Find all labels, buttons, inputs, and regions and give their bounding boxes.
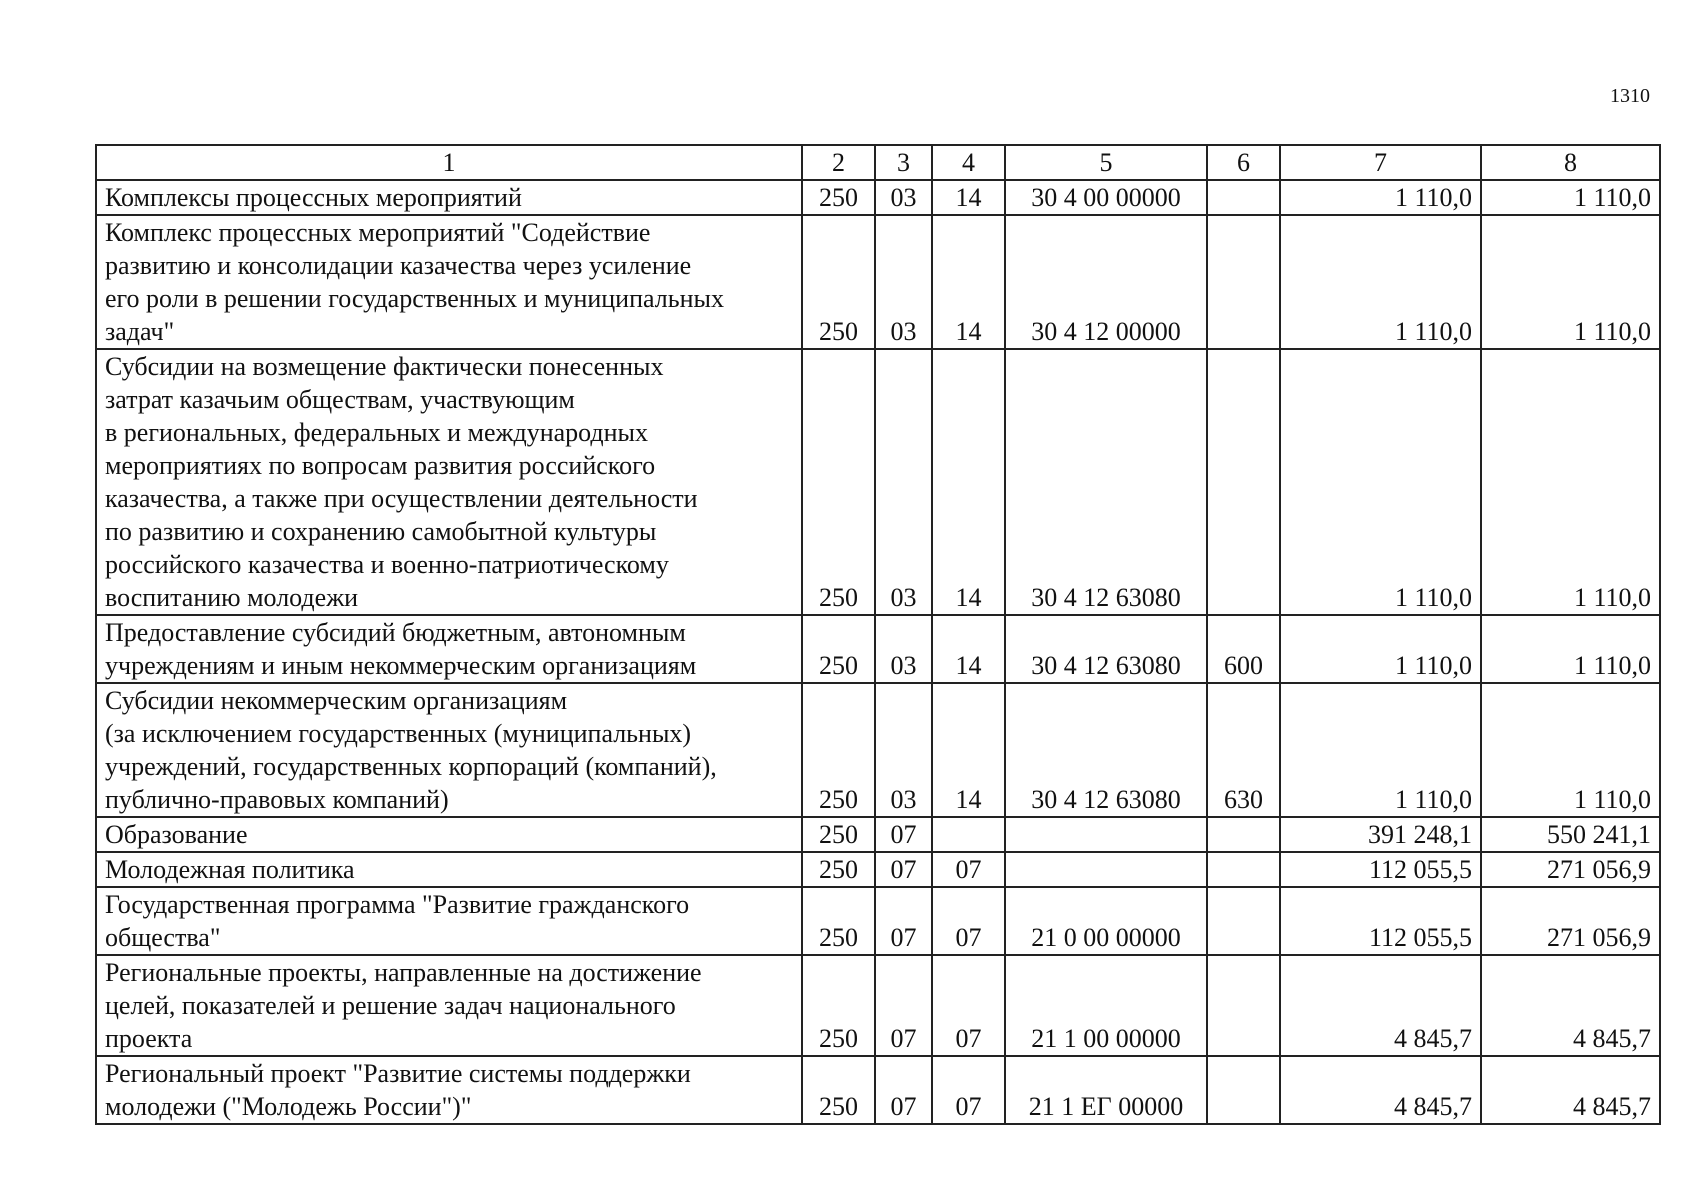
row-name: Комплекс процессных мероприятий "Содействие развитию и консолидации казачества через усиление его роли в решении государственных и муниципальных задач" <box>96 215 802 349</box>
row-col-3: 07 <box>875 1056 932 1124</box>
table-body <box>96 180 1660 1124</box>
row-col-6 <box>1207 1056 1280 1124</box>
table-row <box>96 1056 1660 1124</box>
row-col-7: 1 110,0 <box>1280 683 1481 817</box>
row-col-2: 250 <box>802 615 875 683</box>
row-col-7: 1 110,0 <box>1280 615 1481 683</box>
row-col-2: 250 <box>802 215 875 349</box>
row-col-2: 250 <box>802 1056 875 1124</box>
row-col-7: 112 055,5 <box>1280 852 1481 887</box>
row-col-6 <box>1207 817 1280 852</box>
row-col-4: 14 <box>932 215 1005 349</box>
row-col-4 <box>932 817 1005 852</box>
row-col-8: 4 845,7 <box>1481 955 1660 1056</box>
row-name: Государственная программа "Развитие гражданского общества" <box>96 887 802 955</box>
row-name: Молодежная политика <box>96 852 802 887</box>
row-col-5: 30 4 12 63080 <box>1005 615 1207 683</box>
row-col-5: 30 4 00 00000 <box>1005 180 1207 215</box>
row-col-4: 07 <box>932 887 1005 955</box>
table-row <box>96 349 1660 615</box>
row-name: Комплексы процессных мероприятий <box>96 180 802 215</box>
header-col-6: 6 <box>1207 145 1280 180</box>
row-col-7: 4 845,7 <box>1280 1056 1481 1124</box>
row-name: Региональные проекты, направленные на достижение целей, показателей и решение задач национального проекта <box>96 955 802 1056</box>
page-number: 1310 <box>1610 85 1650 107</box>
header-col-7: 7 <box>1280 145 1481 180</box>
table-row <box>96 215 1660 349</box>
row-col-8: 271 056,9 <box>1481 887 1660 955</box>
table-row <box>96 180 1660 215</box>
row-col-6: 630 <box>1207 683 1280 817</box>
header-col-1: 1 <box>96 145 802 180</box>
row-col-4: 14 <box>932 615 1005 683</box>
header-col-4: 4 <box>932 145 1005 180</box>
row-col-8: 1 110,0 <box>1481 215 1660 349</box>
table-row <box>96 683 1660 817</box>
table-row <box>96 852 1660 887</box>
row-col-6 <box>1207 887 1280 955</box>
row-col-2: 250 <box>802 683 875 817</box>
header-row <box>96 145 1660 180</box>
row-col-4: 14 <box>932 683 1005 817</box>
row-col-6 <box>1207 180 1280 215</box>
row-col-8: 1 110,0 <box>1481 615 1660 683</box>
row-col-6 <box>1207 955 1280 1056</box>
header-col-8: 8 <box>1481 145 1660 180</box>
row-name: Предоставление субсидий бюджетным, автономным учреждениям и иным некоммерческим организациям <box>96 615 802 683</box>
row-col-3: 03 <box>875 349 932 615</box>
row-col-4: 14 <box>932 180 1005 215</box>
row-col-5 <box>1005 852 1207 887</box>
row-col-7: 1 110,0 <box>1280 349 1481 615</box>
row-col-6 <box>1207 349 1280 615</box>
row-col-6 <box>1207 852 1280 887</box>
row-col-2: 250 <box>802 180 875 215</box>
row-col-5: 30 4 12 00000 <box>1005 215 1207 349</box>
row-col-6: 600 <box>1207 615 1280 683</box>
row-col-4: 07 <box>932 1056 1005 1124</box>
row-name: Образование <box>96 817 802 852</box>
row-col-3: 03 <box>875 683 932 817</box>
row-col-3: 07 <box>875 955 932 1056</box>
table-row <box>96 887 1660 955</box>
header-col-3: 3 <box>875 145 932 180</box>
header-col-5: 5 <box>1005 145 1207 180</box>
row-col-3: 07 <box>875 852 932 887</box>
row-col-8: 271 056,9 <box>1481 852 1660 887</box>
row-col-8: 1 110,0 <box>1481 180 1660 215</box>
row-col-5: 30 4 12 63080 <box>1005 683 1207 817</box>
row-col-7: 1 110,0 <box>1280 215 1481 349</box>
row-col-2: 250 <box>802 887 875 955</box>
row-col-4: 14 <box>932 349 1005 615</box>
row-col-7: 112 055,5 <box>1280 887 1481 955</box>
row-col-8: 1 110,0 <box>1481 349 1660 615</box>
row-col-7: 4 845,7 <box>1280 955 1481 1056</box>
row-name: Субсидии некоммерческим организациям (за исключением государственных (муниципальных) учреждений, государственных корпораций (компаний), публично-правовых компаний) <box>96 683 802 817</box>
row-col-5 <box>1005 817 1207 852</box>
row-col-7: 391 248,1 <box>1280 817 1481 852</box>
row-col-3: 03 <box>875 215 932 349</box>
row-col-2: 250 <box>802 955 875 1056</box>
row-col-8: 4 845,7 <box>1481 1056 1660 1124</box>
row-col-2: 250 <box>802 349 875 615</box>
header-col-2: 2 <box>802 145 875 180</box>
row-col-6 <box>1207 215 1280 349</box>
row-col-3: 07 <box>875 887 932 955</box>
row-col-4: 07 <box>932 852 1005 887</box>
row-col-3: 03 <box>875 615 932 683</box>
row-col-2: 250 <box>802 852 875 887</box>
row-col-2: 250 <box>802 817 875 852</box>
row-col-7: 1 110,0 <box>1280 180 1481 215</box>
row-col-5: 30 4 12 63080 <box>1005 349 1207 615</box>
row-col-8: 550 241,1 <box>1481 817 1660 852</box>
budget-table <box>95 144 1661 1125</box>
table-row <box>96 817 1660 852</box>
row-col-5: 21 1 00 00000 <box>1005 955 1207 1056</box>
table-row <box>96 955 1660 1056</box>
row-col-3: 07 <box>875 817 932 852</box>
row-name: Субсидии на возмещение фактически понесенных затрат казачьим обществам, участвующим в региональных, федеральных и международных мероприятиях по вопросам развития российского казачества, а также при осуществлении деятельности по развитию и сохранению самобытной культуры российского казачества и военно-патриотическому воспитанию молодежи <box>96 349 802 615</box>
table-row <box>96 615 1660 683</box>
table-header <box>96 145 1660 180</box>
row-col-5: 21 0 00 00000 <box>1005 887 1207 955</box>
row-col-4: 07 <box>932 955 1005 1056</box>
row-col-3: 03 <box>875 180 932 215</box>
row-col-5: 21 1 ЕГ 00000 <box>1005 1056 1207 1124</box>
row-name: Региональный проект "Развитие системы поддержки молодежи ("Молодежь России")" <box>96 1056 802 1124</box>
row-col-8: 1 110,0 <box>1481 683 1660 817</box>
